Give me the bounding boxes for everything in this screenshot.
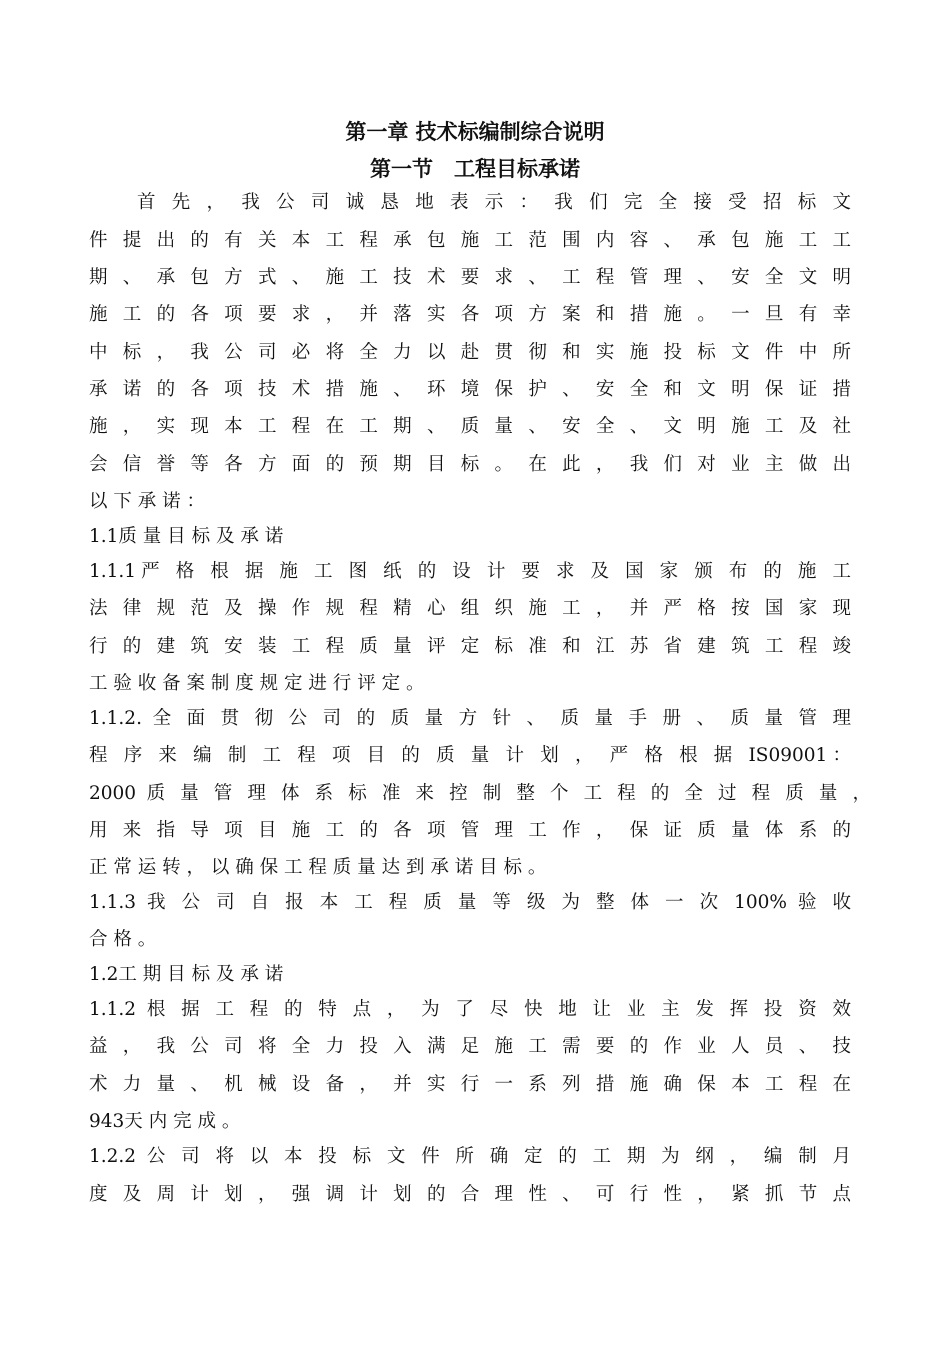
body-line: 2000 质 量 管 理 体 系 标 准 来 控 制 整 个 工 程 的 全 过 程 质 量 ， xyxy=(89,783,871,804)
body-line: 施 工 的 各 项 要 求 ， 并 落 实 各 项 方 案 和 措 施 。 一 旦 有 幸 xyxy=(89,304,851,325)
chapter-title: 第一章 技术标编制综合说明 xyxy=(345,120,605,144)
body-line: 正 常 运 转 ， 以 确 保 工 程 质 量 达 到 承 诺 目 标 。 xyxy=(89,857,547,878)
body-line: 承 诺 的 各 项 技 术 措 施 、 环 境 保 护 、 安 全 和 文 明 保 证 措 xyxy=(89,379,851,400)
body-line: 行 的 建 筑 安 装 工 程 质 量 评 定 标 准 和 江 苏 省 建 筑 工 程 竣 xyxy=(89,636,851,657)
body-line: 以 下 承 诺 ： xyxy=(89,491,206,512)
body-line: 1.1.1严 格 根 据 施 工 图 纸 的 设 计 要 求 及 国 家 颁 布 的 施 工 xyxy=(89,561,851,582)
section-title: 第一节 工程目标承诺 xyxy=(370,157,580,181)
body-line: 度 及 周 计 划 ， 强 调 计 划 的 合 理 性 、 可 行 性 ， 紧 抓 节 点 xyxy=(89,1184,851,1205)
body-line: 会 信 誉 等 各 方 面 的 预 期 目 标 。 在 此 ， 我 们 对 业 主 做 出 xyxy=(89,454,851,475)
subheading-line: 1.1质 量 目 标 及 承 诺 xyxy=(89,526,284,547)
body-line: 法 律 规 范 及 操 作 规 程 精 心 组 织 施 工 ， 并 严 格 按 国 家 现 xyxy=(89,598,851,619)
body-line: 943天 内 完 成 。 xyxy=(89,1111,241,1132)
body-line: 1.1.2 根 据 工 程 的 特 点 ， 为 了 尽 快 地 让 业 主 发 挥 投 资 效 xyxy=(89,999,851,1020)
body-line: 1.1.2. 全 面 贯 彻 公 司 的 质 量 方 针 、 质 量 手 册 、 质 量 管 理 xyxy=(89,708,851,729)
subheading-line: 1.2工 期 目 标 及 承 诺 xyxy=(89,964,284,985)
body-line: 施 ， 实 现 本 工 程 在 工 期 、 质 量 、 安 全 、 文 明 施 工 及 社 xyxy=(89,416,851,437)
body-line: 1.2.2 公 司 将 以 本 投 标 文 件 所 确 定 的 工 期 为 纲 ， 编 制 月 xyxy=(89,1146,851,1167)
body-line: 益 ， 我 公 司 将 全 力 投 入 满 足 施 工 需 要 的 作 业 人 员 、 技 xyxy=(89,1036,851,1057)
body-line: 中 标 ， 我 公 司 必 将 全 力 以 赴 贯 彻 和 实 施 投 标 文 件 中 所 xyxy=(89,342,851,363)
body-line: 期 、 承 包 方 式 、 施 工 技 术 要 求 、 工 程 管 理 、 安 全 文 明 xyxy=(89,267,851,288)
body-line: 合 格 。 xyxy=(89,929,157,950)
body-line: 术 力 量 、 机 械 设 备 ， 并 实 行 一 系 列 措 施 确 保 本 工 程 在 xyxy=(89,1074,851,1095)
body-line: 件 提 出 的 有 关 本 工 程 承 包 施 工 范 围 内 容 、 承 包 施 工 工 xyxy=(89,230,851,251)
body-line: 用 来 指 导 项 目 施 工 的 各 项 管 理 工 作 ， 保 证 质 量 体 系 的 xyxy=(89,820,851,841)
body-line: 程 序 来 编 制 工 程 项 目 的 质 量 计 划 ， 严 格 根 据 IS09001： xyxy=(89,745,851,766)
body-line: 工 验 收 备 案 制 度 规 定 进 行 评 定 。 xyxy=(89,673,425,694)
body-line: 1.1.3 我 公 司 自 报 本 工 程 质 量 等 级 为 整 体 一 次 100% 验 收 xyxy=(89,892,851,913)
body-line: 首 先 ， 我 公 司 诚 恳 地 表 示 ： 我 们 完 全 接 受 招 标 文 xyxy=(137,192,851,213)
